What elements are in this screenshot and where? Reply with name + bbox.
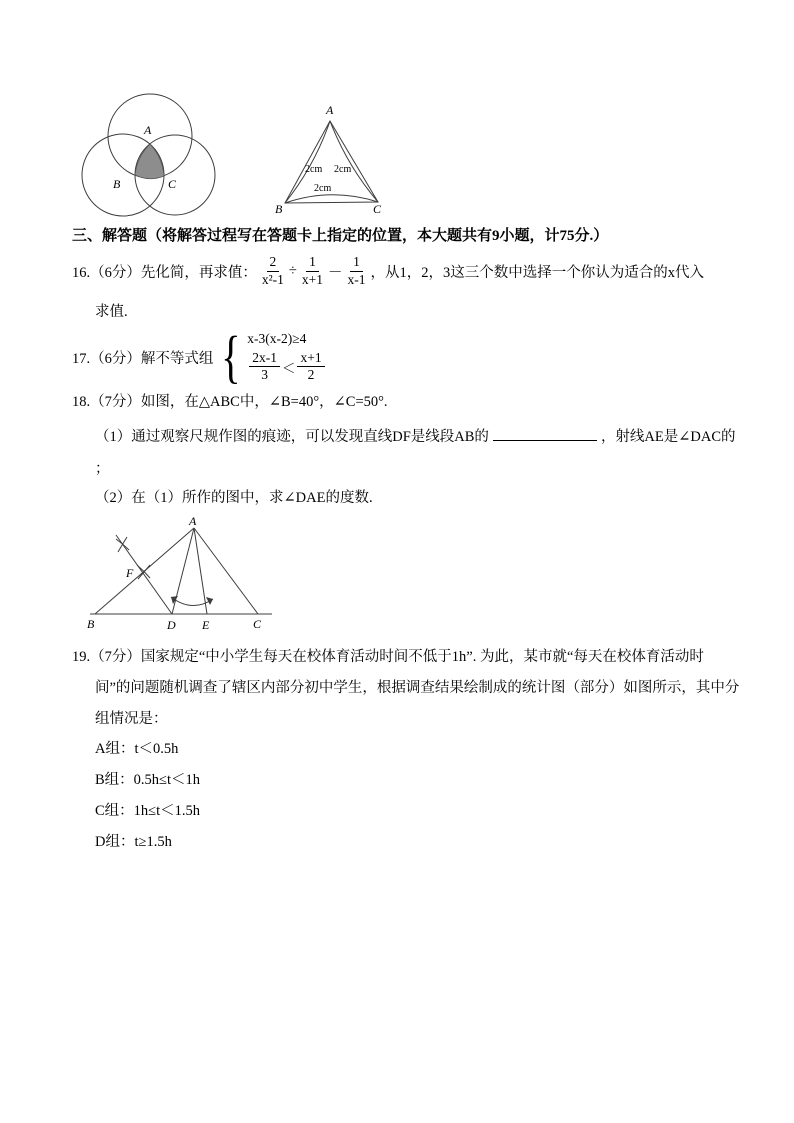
p18-part1-text-a: （1）通过观察尺规作图的痕迹，可以发现直线DF是线段AB的	[95, 429, 489, 445]
fig3-label-f: F	[126, 566, 134, 580]
p16-frac3-num: 1	[350, 254, 363, 271]
fig1-label-a: A	[144, 123, 152, 137]
p16-fraction-3	[345, 254, 369, 287]
p17-lead: 17.（6分）解不等式组	[72, 350, 214, 367]
venn-three-circles-svg	[80, 92, 225, 227]
fig2-dim-3: 2cm	[314, 183, 332, 194]
triangle-arcs-svg	[272, 100, 397, 218]
p16-line1	[72, 249, 704, 293]
venn-three-circles-figure	[80, 92, 225, 227]
shaded-reuleaux-region	[135, 144, 164, 179]
p16-frac1-den: x²-1	[261, 271, 284, 287]
p16-fraction-2	[299, 254, 326, 287]
p16-frac2-den: x+1	[301, 271, 324, 287]
fig3-label-e: E	[202, 618, 210, 632]
fig2-label-b: B	[275, 202, 283, 216]
answer-blank	[493, 426, 597, 441]
p16-line2: 求值.	[95, 304, 128, 320]
p16-lead: 16.（6分）先化简，再求值：	[72, 264, 257, 281]
p18-part1	[95, 425, 736, 446]
p16-divide-sign: ÷	[288, 262, 297, 279]
p17-frac1-num: 2x-1	[249, 350, 280, 367]
p17-system-brace: {	[221, 324, 242, 389]
p19-group-b: B组：0.5h≤t＜1h	[95, 772, 201, 788]
p17-fraction-2	[297, 350, 324, 383]
fig1-label-c: C	[168, 177, 177, 191]
p19-group-d: D组：t≥1.5h	[95, 834, 172, 850]
problem-17	[72, 326, 327, 388]
fig2-dim-1: 2cm	[305, 164, 323, 175]
fig3-label-d: D	[167, 618, 176, 632]
p18-part2: （2）在（1）所作的图中，求∠DAE的度数.	[95, 490, 373, 506]
fig2-label-a: A	[326, 103, 334, 117]
p16-frac1-num: 2	[267, 254, 280, 271]
fig3-label-c: C	[253, 617, 262, 631]
p18-line1: 18.（7分）如图，在△ABC中，∠B=40°，∠C=50°.	[72, 394, 388, 410]
p16-fraction-1	[259, 254, 287, 287]
p17-inequality-system	[247, 331, 326, 383]
fig2-dim-2: 2cm	[334, 164, 352, 175]
p16-frac2-num: 1	[306, 254, 319, 271]
p18-part1-text-b: ，射线AE是∠DAC的	[600, 429, 736, 445]
p16-frac3-den: x-1	[347, 271, 366, 287]
p16-tail: ，从1，2，3这三个数中选择一个你认为适合的x代入	[370, 264, 705, 281]
p19-line3: 组情况是：	[95, 711, 168, 727]
p17-less-than-sign: ＜	[281, 360, 296, 376]
triangle-arcs-figure	[272, 100, 397, 218]
p17-frac1-den: 3	[261, 367, 268, 382]
p17-frac2-num: x+1	[297, 350, 324, 367]
p19-group-c: C组：1h≤t＜1.5h	[95, 803, 201, 819]
p18-semicolon: ；	[95, 461, 110, 477]
p17-inequality-2	[247, 350, 326, 383]
p19-line1: 19.（7分）国家规定“中小学生每天在校体育活动时间不低于1h”. 为此，某市就“每天在校体育活动时	[72, 649, 704, 665]
p16-minus-sign: －	[328, 264, 343, 281]
p17-fraction-1	[249, 350, 280, 383]
fig3-label-b: B	[87, 617, 95, 631]
p19-group-a: A组：t＜0.5h	[95, 741, 179, 757]
p17-frac2-den: 2	[307, 367, 315, 382]
fig3-label-a: A	[189, 515, 197, 528]
section-header: 三、解答题（将解答过程写在答题卡上指定的位置，本大题共有9小题，计75分.）	[72, 228, 609, 244]
fig1-label-b: B	[113, 177, 121, 191]
construction-svg	[80, 515, 285, 640]
fig2-label-c: C	[373, 202, 382, 216]
construction-figure	[80, 515, 285, 640]
p19-line2: 间”的问题随机调查了辖区内部分初中学生，根据调查结果绘制成的统计图（部分）如图所示，其中分	[95, 680, 740, 696]
p17-inequality-1: x-3(x-2)≥4	[247, 330, 307, 346]
